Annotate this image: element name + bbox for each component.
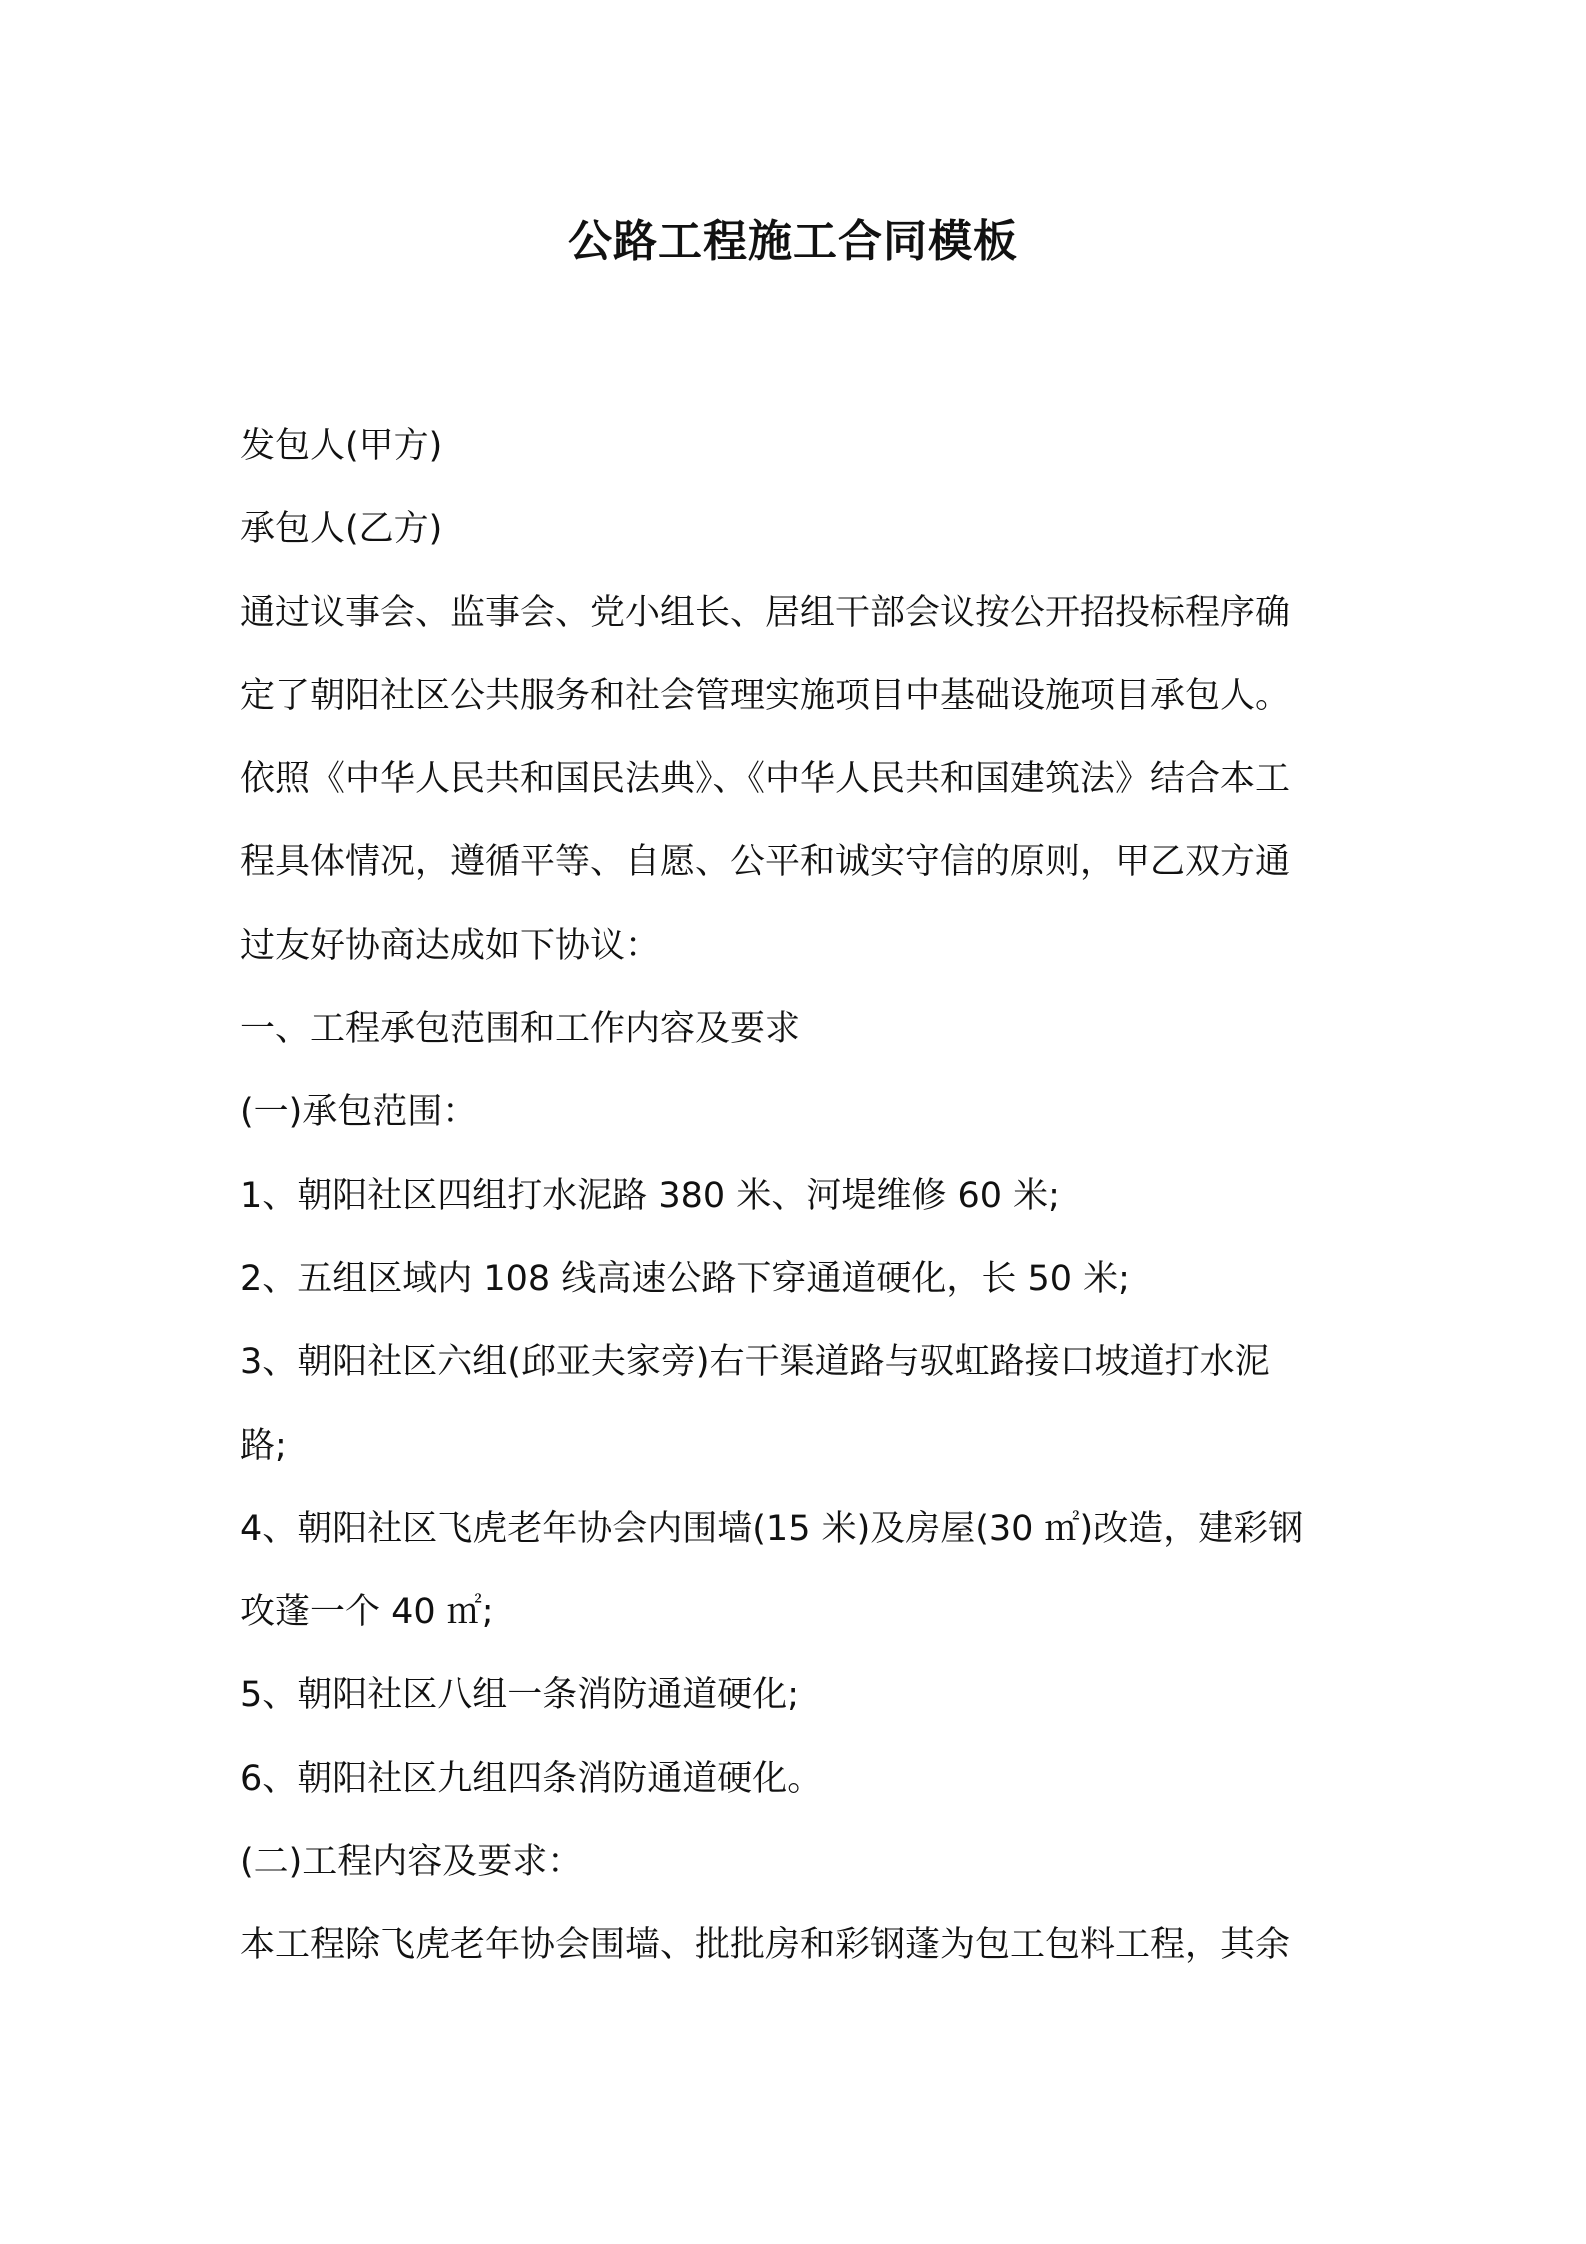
document-body (240, 405, 1360, 1988)
list-item: 6、朝阳社区九组四条消防通道硬化。 (240, 1758, 823, 1799)
text-line: 过友好协商达成如下协议： (240, 925, 661, 966)
text-line: 定了朝阳社区公共服务和社会管理实施项目中基础设施项目承包人。 (240, 675, 1291, 716)
list-item-continuation: 路; (240, 1425, 287, 1466)
list-item: 5、朝阳社区八组一条消防通道硬化; (240, 1675, 800, 1716)
list-item-continuation: 攻蓬一个 40 ㎡; (240, 1592, 494, 1633)
text-line: 程具体情况，遵循平等、自愿、公平和诚实守信的原则，甲乙双方通 (240, 842, 1291, 883)
text-line: 承包人(乙方) (240, 509, 443, 550)
subsection-heading: (一)承包范围： (240, 1092, 478, 1133)
list-item: 4、朝阳社区飞虎老年协会内围墙(15 米)及房屋(30 ㎡)改造，建彩钢 (240, 1508, 1304, 1549)
subsection-heading: (二)工程内容及要求： (240, 1842, 583, 1883)
text-line: 通过议事会、监事会、党小组长、居组干部会议按公开招投标程序确 (240, 592, 1291, 633)
list-item: 3、朝阳社区六组(邱亚夫家旁)右干渠道路与驭虹路接口坡道打水泥 (240, 1342, 1270, 1383)
list-item: 2、五组区域内 108 线高速公路下穿通道硬化，长 50 米; (240, 1258, 1130, 1299)
document-title: 公路工程施工合同模板 (568, 216, 1018, 267)
list-item: 1、朝阳社区四组打水泥路 380 米、河堤维修 60 米; (240, 1175, 1060, 1216)
text-line: 发包人(甲方) (240, 426, 443, 466)
section-heading: 一、工程承包范围和工作内容及要求 (240, 1009, 801, 1050)
text-line: 依照《中华人民共和国民法典》、《中华人民共和国建筑法》结合本工 (240, 759, 1291, 800)
text-line: 本工程除飞虎老年协会围墙、批批房和彩钢蓬为包工包料工程，其余 (240, 1925, 1291, 1966)
